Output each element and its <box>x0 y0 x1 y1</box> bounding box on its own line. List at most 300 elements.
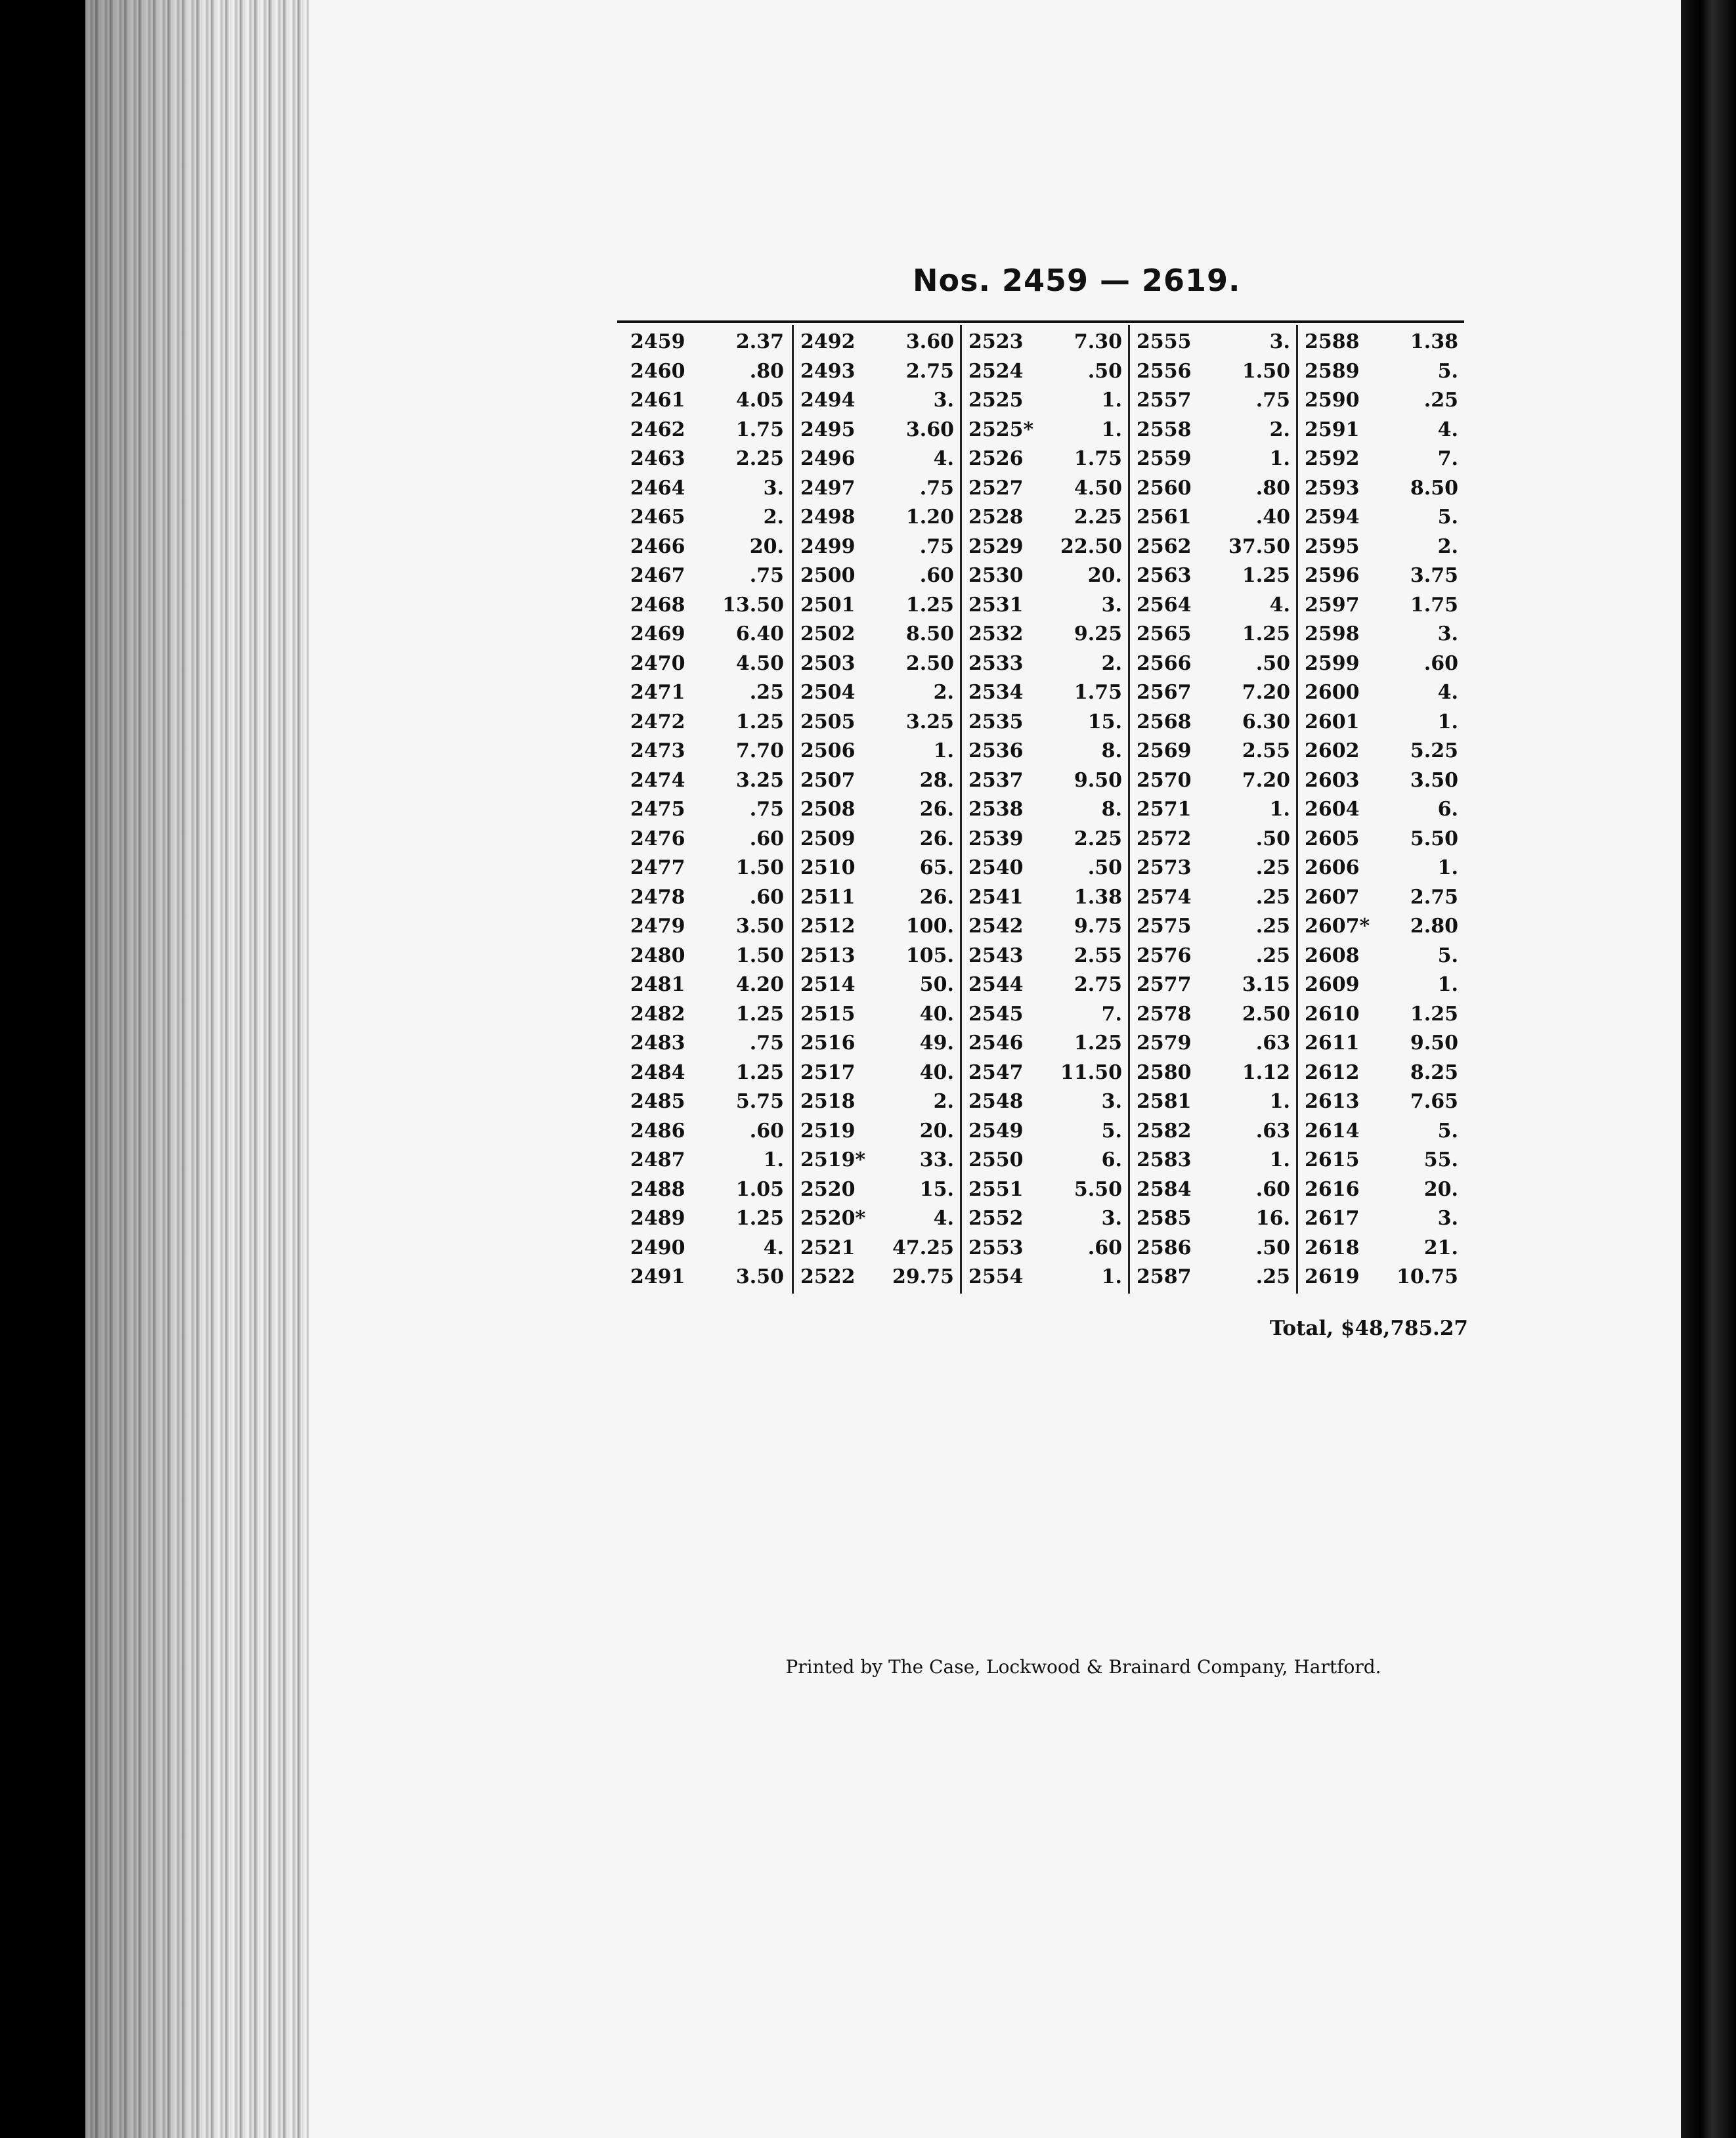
item-amount: 47.25 <box>892 1236 954 1259</box>
ledger-row <box>1130 1207 1298 1236</box>
item-number: 2531 <box>968 593 1024 617</box>
item-number: 2556 <box>1137 359 1192 383</box>
ledger-row <box>624 886 792 915</box>
ledger-row <box>794 798 962 827</box>
ledger-row <box>1298 1236 1466 1265</box>
ledger-row <box>624 1148 792 1177</box>
item-number: 2493 <box>800 359 856 383</box>
item-number: 2525 <box>968 389 1024 412</box>
item-amount: 3.15 <box>1242 973 1290 996</box>
ledger-row <box>794 710 962 739</box>
item-number: 2523 <box>968 330 1024 353</box>
item-amount: 1. <box>1437 973 1458 996</box>
ledger-row <box>624 739 792 768</box>
item-amount: 5. <box>1437 1119 1458 1143</box>
ledger-row <box>794 739 962 768</box>
item-amount: .80 <box>1255 476 1290 500</box>
item-amount: 4. <box>1269 593 1290 617</box>
item-number: 2520 <box>800 1177 856 1201</box>
item-number: 2590 <box>1305 389 1360 412</box>
item-number: 2566 <box>1137 651 1192 675</box>
ledger-row <box>624 330 792 359</box>
book-binding <box>1677 0 1736 2138</box>
item-amount: .75 <box>1255 389 1290 412</box>
item-number: 2562 <box>1137 534 1192 558</box>
ledger-row <box>1130 798 1298 827</box>
ledger-row <box>1298 1090 1466 1119</box>
ledger-row <box>962 1120 1130 1148</box>
item-amount: 6. <box>1101 1148 1122 1171</box>
item-amount: 2.50 <box>1242 1002 1290 1026</box>
ledger-row <box>1298 506 1466 534</box>
ledger-row <box>962 856 1130 885</box>
ledger-row <box>962 739 1130 768</box>
item-number: 2524 <box>968 359 1024 383</box>
item-number: 2541 <box>968 885 1024 909</box>
ledger-row <box>1298 681 1466 710</box>
item-number: 2507 <box>800 768 856 792</box>
item-amount: 10.75 <box>1397 1265 1458 1288</box>
page-title: Nos. 2459 — 2619. <box>913 263 1241 298</box>
item-amount: .40 <box>1255 506 1290 529</box>
item-amount: 2.75 <box>1410 885 1458 909</box>
item-number: 2472 <box>630 710 685 733</box>
item-amount: 9.50 <box>1074 768 1122 792</box>
item-number: 2544 <box>968 973 1024 996</box>
ledger-column <box>624 325 792 1294</box>
item-number: 2499 <box>800 534 856 558</box>
item-amount: 2. <box>1269 418 1290 441</box>
item-number: 2477 <box>630 856 685 879</box>
item-amount: 1.50 <box>735 856 784 879</box>
item-number: 2481 <box>630 973 685 996</box>
ledger-table <box>624 325 1464 1294</box>
item-number: 2592 <box>1305 447 1360 470</box>
ledger-row <box>1130 622 1298 651</box>
item-amount: 40. <box>919 1002 954 1026</box>
item-amount: 9.50 <box>1410 1032 1458 1055</box>
ledger-row <box>1298 739 1466 768</box>
ledger-row <box>962 622 1130 651</box>
ledger-row <box>1298 886 1466 915</box>
item-amount: 1. <box>1269 1090 1290 1113</box>
item-number: 2474 <box>630 768 685 792</box>
item-number: 2598 <box>1305 622 1360 645</box>
ledger-row <box>794 622 962 651</box>
item-number: 2489 <box>630 1207 685 1230</box>
item-amount: 2. <box>933 1090 954 1113</box>
item-amount: 9.75 <box>1074 915 1122 938</box>
item-number: 2594 <box>1305 506 1360 529</box>
item-amount: .25 <box>1255 885 1290 909</box>
item-amount: 13.50 <box>722 593 784 617</box>
item-amount: .75 <box>749 564 784 587</box>
item-amount: 2.50 <box>905 651 954 675</box>
ledger-row <box>624 506 792 534</box>
item-number: 2464 <box>630 476 685 500</box>
ledger-row <box>1298 973 1466 1002</box>
ledger-row <box>794 1207 962 1236</box>
item-amount: 1. <box>1101 1265 1122 1288</box>
ledger-row <box>1298 622 1466 651</box>
ledger-row <box>1298 535 1466 564</box>
ledger-row <box>1130 944 1298 973</box>
ledger-row <box>624 652 792 681</box>
item-amount: 1.25 <box>1074 1032 1122 1055</box>
item-amount: 1.75 <box>1074 681 1122 704</box>
item-number: 2461 <box>630 389 685 412</box>
ledger-row <box>1298 447 1466 476</box>
item-amount: 37.50 <box>1228 534 1290 558</box>
item-amount: .50 <box>1255 1236 1290 1259</box>
item-amount: 2.37 <box>735 330 784 353</box>
item-amount: 4. <box>1437 418 1458 441</box>
ledger-row <box>794 330 962 359</box>
item-number: 2573 <box>1137 856 1192 879</box>
item-number: 2572 <box>1137 827 1192 850</box>
item-number: 2466 <box>630 534 685 558</box>
ledger-row <box>794 594 962 622</box>
item-amount: 4. <box>933 447 954 470</box>
item-amount: 1. <box>1437 856 1458 879</box>
item-number: 2616 <box>1305 1177 1360 1201</box>
ledger-row <box>624 769 792 798</box>
item-number: 2615 <box>1305 1148 1360 1171</box>
item-amount: .75 <box>749 1032 784 1055</box>
ledger-column <box>960 325 1128 1294</box>
item-amount: 7.70 <box>735 739 784 762</box>
ledger-row <box>962 506 1130 534</box>
item-number: 2576 <box>1137 944 1192 967</box>
item-number: 2617 <box>1305 1207 1360 1230</box>
ledger-row <box>962 798 1130 827</box>
item-amount: 5.25 <box>1410 739 1458 762</box>
ledger-row <box>1130 973 1298 1002</box>
item-amount: 3. <box>1101 1090 1122 1113</box>
item-number: 2604 <box>1305 798 1360 821</box>
ledger-row <box>794 1090 962 1119</box>
item-number: 2485 <box>630 1090 685 1113</box>
item-amount: 4.50 <box>1074 476 1122 500</box>
item-amount: 1.75 <box>735 418 784 441</box>
item-amount: 2.55 <box>1074 944 1122 967</box>
ledger-row <box>794 973 962 1002</box>
item-amount: 3. <box>1101 1207 1122 1230</box>
item-number: 2618 <box>1305 1236 1360 1259</box>
item-amount: 2. <box>933 681 954 704</box>
item-number: 2501 <box>800 593 856 617</box>
ledger-row <box>962 418 1130 447</box>
item-amount: 22.50 <box>1060 534 1122 558</box>
item-amount: 1. <box>1269 447 1290 470</box>
ledger-row <box>624 915 792 944</box>
ledger-row <box>962 535 1130 564</box>
item-number: 2533 <box>968 651 1024 675</box>
item-number: 2526 <box>968 447 1024 470</box>
item-number: 2555 <box>1137 330 1192 353</box>
item-number: 2583 <box>1137 1148 1192 1171</box>
ledger-column <box>792 325 960 1294</box>
item-number: 2516 <box>800 1032 856 1055</box>
item-number: 2575 <box>1137 915 1192 938</box>
ledger-row <box>624 944 792 973</box>
item-amount: 3. <box>1437 1207 1458 1230</box>
item-number: 2471 <box>630 681 685 704</box>
item-number: 2571 <box>1137 798 1192 821</box>
item-amount: 5.75 <box>735 1090 784 1113</box>
item-amount: .60 <box>749 827 784 850</box>
item-number: 2564 <box>1137 593 1192 617</box>
item-amount: 1.75 <box>1410 593 1458 617</box>
ledger-row <box>794 944 962 973</box>
ledger-row <box>624 798 792 827</box>
item-number: 2529 <box>968 534 1024 558</box>
ledger-row <box>624 418 792 447</box>
ledger-row <box>1130 886 1298 915</box>
ledger-row <box>1130 1178 1298 1207</box>
ledger-row <box>1130 506 1298 534</box>
item-amount: 1. <box>1269 798 1290 821</box>
item-amount: 5.50 <box>1074 1177 1122 1201</box>
item-amount: .60 <box>1255 1177 1290 1201</box>
ledger-row <box>794 1236 962 1265</box>
item-number: 2610 <box>1305 1002 1360 1026</box>
item-amount: 20. <box>749 534 784 558</box>
item-amount: 3. <box>1101 593 1122 617</box>
ledger-row <box>1130 418 1298 447</box>
ledger-row <box>794 1178 962 1207</box>
ledger-row <box>962 1090 1130 1119</box>
item-amount: 100. <box>905 915 954 938</box>
item-number: 2505 <box>800 710 856 733</box>
item-amount: 26. <box>919 827 954 850</box>
ledger-row <box>1298 477 1466 506</box>
ledger-row <box>794 886 962 915</box>
item-amount: 1.25 <box>735 1207 784 1230</box>
item-number: 2467 <box>630 564 685 587</box>
ledger-row <box>1130 739 1298 768</box>
item-amount: .60 <box>1087 1236 1122 1259</box>
ledger-row <box>1298 769 1466 798</box>
item-amount: 7.65 <box>1410 1090 1458 1113</box>
item-amount: 1. <box>933 739 954 762</box>
item-number: 2563 <box>1137 564 1192 587</box>
item-amount: 2.25 <box>1074 827 1122 850</box>
ledger-row <box>794 564 962 593</box>
item-number: 2549 <box>968 1119 1024 1143</box>
item-number: 2519 <box>800 1119 856 1143</box>
ledger-row <box>962 769 1130 798</box>
item-amount: 2. <box>1437 534 1458 558</box>
ledger-row <box>794 477 962 506</box>
item-number: 2528 <box>968 506 1024 529</box>
ledger-row <box>624 681 792 710</box>
item-number: 2561 <box>1137 506 1192 529</box>
item-number: 2486 <box>630 1119 685 1143</box>
item-number: 2599 <box>1305 651 1360 675</box>
item-number: 2478 <box>630 885 685 909</box>
item-number: 2568 <box>1137 710 1192 733</box>
item-amount: 3.50 <box>735 915 784 938</box>
item-number: 2459 <box>630 330 685 353</box>
ledger-row <box>794 1265 962 1294</box>
item-amount: 2. <box>1101 651 1122 675</box>
item-number: 2601 <box>1305 710 1360 733</box>
ledger-row <box>962 1032 1130 1060</box>
item-number: 2553 <box>968 1236 1024 1259</box>
item-number: 2473 <box>630 739 685 762</box>
item-number: 2498 <box>800 506 856 529</box>
ledger-row <box>624 827 792 856</box>
ledger-row <box>1130 1236 1298 1265</box>
item-amount: 26. <box>919 885 954 909</box>
item-number: 2520* <box>800 1207 866 1230</box>
ledger-row <box>794 418 962 447</box>
ledger-row <box>1298 594 1466 622</box>
item-number: 2550 <box>968 1148 1024 1171</box>
item-number: 2527 <box>968 476 1024 500</box>
ledger-row <box>1130 1120 1298 1148</box>
grand-total: Total, $48,785.27 <box>1269 1317 1468 1340</box>
item-number: 2605 <box>1305 827 1360 850</box>
item-number: 2487 <box>630 1148 685 1171</box>
item-number: 2578 <box>1137 1002 1192 1026</box>
ledger-row <box>962 1148 1130 1177</box>
ledger-row <box>962 1061 1130 1090</box>
ledger-row <box>962 944 1130 973</box>
ledger-row <box>962 389 1130 418</box>
ledger-row <box>794 681 962 710</box>
item-number: 2536 <box>968 739 1024 762</box>
ledger-row <box>624 447 792 476</box>
ledger-row <box>794 360 962 389</box>
ledger-row <box>1130 389 1298 418</box>
item-amount: 1.25 <box>1242 622 1290 645</box>
ledger-row <box>1298 1178 1466 1207</box>
item-amount: .25 <box>749 681 784 704</box>
item-amount: 2.75 <box>905 359 954 383</box>
item-number: 2497 <box>800 476 856 500</box>
item-amount: 28. <box>919 768 954 792</box>
printer-imprint: Printed by The Case, Lockwood & Brainard Company, Hartford. <box>785 1656 1381 1678</box>
ledger-row <box>624 535 792 564</box>
ledger-row <box>624 1265 792 1294</box>
item-number: 2463 <box>630 447 685 470</box>
ledger-row <box>1298 1061 1466 1090</box>
ledger-row <box>1130 360 1298 389</box>
ledger-row <box>624 389 792 418</box>
item-number: 2476 <box>630 827 685 850</box>
item-amount: 8.25 <box>1410 1060 1458 1084</box>
item-amount: 1.75 <box>1074 447 1122 470</box>
item-amount: 1. <box>763 1148 784 1171</box>
item-amount: 2.75 <box>1074 973 1122 996</box>
item-number: 2609 <box>1305 973 1360 996</box>
item-number: 2537 <box>968 768 1024 792</box>
item-amount: 1.25 <box>735 710 784 733</box>
item-number: 2582 <box>1137 1119 1192 1143</box>
item-amount: 16. <box>1255 1207 1290 1230</box>
item-number: 2565 <box>1137 622 1192 645</box>
item-amount: .60 <box>919 564 954 587</box>
item-number: 2494 <box>800 389 856 412</box>
item-number: 2586 <box>1137 1236 1192 1259</box>
item-amount: 50. <box>919 973 954 996</box>
item-amount: 1.25 <box>1410 1002 1458 1026</box>
item-amount: .25 <box>1255 1265 1290 1288</box>
ledger-row <box>962 827 1130 856</box>
ledger-row <box>1130 856 1298 885</box>
item-number: 2535 <box>968 710 1024 733</box>
item-number: 2581 <box>1137 1090 1192 1113</box>
item-number: 2504 <box>800 681 856 704</box>
item-amount: 1.38 <box>1074 885 1122 909</box>
item-number: 2570 <box>1137 768 1192 792</box>
item-number: 2574 <box>1137 885 1192 909</box>
ledger-row <box>1130 1003 1298 1032</box>
ledger-row <box>1130 330 1298 359</box>
item-amount: 2.55 <box>1242 739 1290 762</box>
item-amount: 4.20 <box>735 973 784 996</box>
ledger-row <box>1298 827 1466 856</box>
item-amount: 1.20 <box>905 506 954 529</box>
item-amount: .80 <box>749 359 784 383</box>
item-number: 2542 <box>968 915 1024 938</box>
item-amount: 1.50 <box>735 944 784 967</box>
ledger-row <box>1298 710 1466 739</box>
item-amount: 4.05 <box>735 389 784 412</box>
item-number: 2606 <box>1305 856 1360 879</box>
ledger-row <box>1298 1265 1466 1294</box>
item-number: 2560 <box>1137 476 1192 500</box>
item-amount: 1.05 <box>735 1177 784 1201</box>
item-number: 2547 <box>968 1060 1024 1084</box>
item-number: 2518 <box>800 1090 856 1113</box>
item-amount: 9.25 <box>1074 622 1122 645</box>
ledger-row <box>962 886 1130 915</box>
item-number: 2525* <box>968 418 1034 441</box>
item-number: 2506 <box>800 739 856 762</box>
item-amount: 4. <box>763 1236 784 1259</box>
item-amount: 8. <box>1101 798 1122 821</box>
page-edge-shadow <box>85 0 217 2138</box>
ledger-column <box>1128 325 1296 1294</box>
item-amount: 7.20 <box>1242 768 1290 792</box>
ledger-row <box>962 1207 1130 1236</box>
item-amount: 1.25 <box>735 1060 784 1084</box>
ledger-row <box>1130 535 1298 564</box>
item-amount: .60 <box>1423 651 1458 675</box>
ledger-row <box>794 1032 962 1060</box>
item-number: 2534 <box>968 681 1024 704</box>
ledger-row <box>624 1178 792 1207</box>
item-amount: 8. <box>1101 739 1122 762</box>
item-amount: 3. <box>1269 330 1290 353</box>
ledger-row <box>794 827 962 856</box>
item-amount: 40. <box>919 1060 954 1084</box>
item-number: 2545 <box>968 1002 1024 1026</box>
ledger-row <box>794 1003 962 1032</box>
item-number: 2514 <box>800 973 856 996</box>
item-amount: 3.25 <box>905 710 954 733</box>
item-number: 2469 <box>630 622 685 645</box>
item-number: 2480 <box>630 944 685 967</box>
item-number: 2502 <box>800 622 856 645</box>
item-amount: 7.30 <box>1074 330 1122 353</box>
item-number: 2509 <box>800 827 856 850</box>
item-number: 2532 <box>968 622 1024 645</box>
item-number: 2496 <box>800 447 856 470</box>
